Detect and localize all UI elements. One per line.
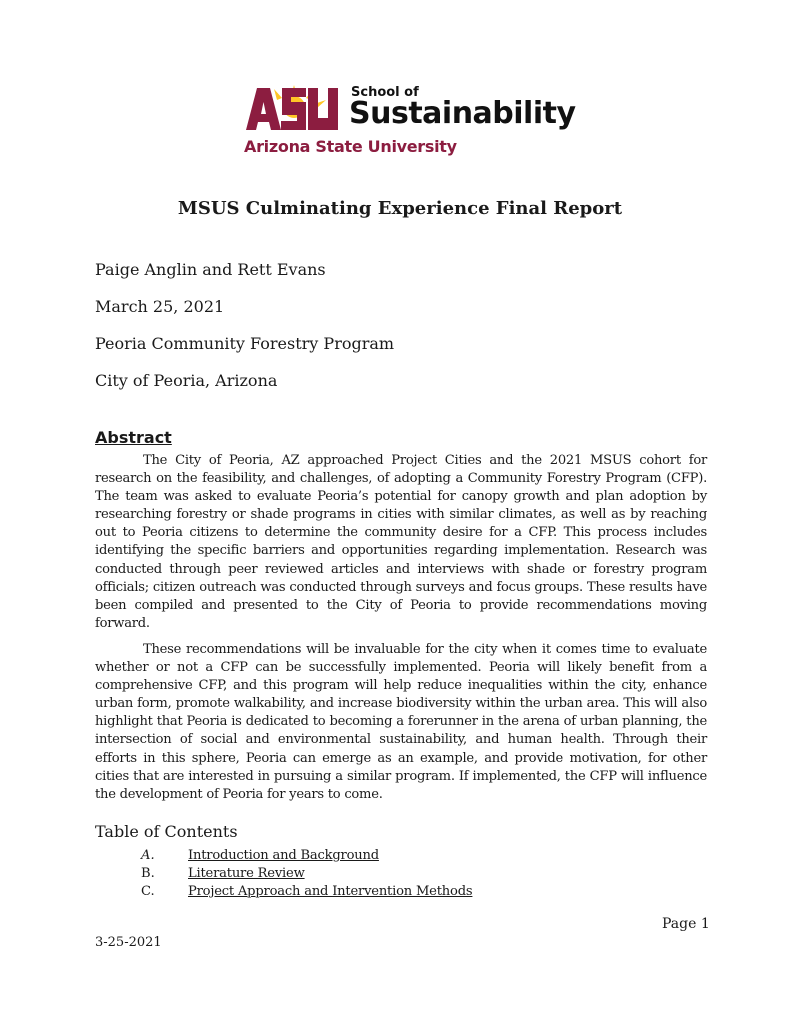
page-number: Page 1	[662, 916, 710, 932]
toc-link-introduction[interactable]: Introduction and Background	[188, 848, 379, 863]
logo-sustainability: Sustainability	[349, 96, 576, 131]
program-name: Peoria Community Forestry Program	[95, 334, 395, 353]
logo-school-of: School of	[351, 85, 419, 100]
report-title: MSUS Culminating Experience Final Report	[177, 198, 623, 219]
toc-link-literature-review[interactable]: Literature Review	[188, 866, 305, 881]
location: City of Peoria, Arizona	[95, 371, 278, 390]
toc-item-letter: A.	[141, 848, 155, 863]
abstract-heading: Abstract	[95, 428, 172, 447]
abstract-paragraph-1: The City of Peoria, AZ approached Project Cities and the 2021 MSUS cohort for research on the feasibility, and challenges, of adopting a Community Forestry Program (CFP). The team was asked to evaluate Peoria’s potential for canopy growth and plan adoption by researching forestry or shade programs in cities with similar climates, as well as by reaching out to Peoria citizens to determine the community desire for a CFP. This process includes identifying the specific barriers and opportunities regarding implementation. Research was conducted through peer reviewed articles and interviews with shade or forestry program officials; citizen outreach was conducted through surveys and focus groups. These results have been compiled and presented to the City of Peoria to provide recommendations moving forward.	[95, 453, 707, 631]
toc-item-letter: C.	[141, 884, 155, 899]
footer-date: 3-25-2021	[95, 935, 162, 950]
asu-sunburst-mark	[244, 82, 344, 132]
toc-heading: Table of Contents	[95, 822, 238, 841]
abstract-paragraph-2: These recommendations will be invaluable for the city when it comes time to evaluate whether or not a CFP can be successfully implemented. Peoria will likely benefit from a comprehensive CFP, and this program will help reduce inequalities within the city, enhance urban form, promote walkability, and increase biodiversity within the urban area. This will also highlight that Peoria is dedicated to becoming a forerunner in the arena of urban planning, the intersection of social and environmental sustainability, and human health. Through their efforts in this sphere, Peoria can emerge as an example, and provide motivation, for other cities that are interested in pursuing a similar program. If implemented, the CFP will influence the development of Peoria for years to come.	[95, 642, 707, 802]
toc-item-letter: B.	[141, 866, 155, 881]
toc-link-project-approach[interactable]: Project Approach and Intervention Methods	[188, 884, 473, 899]
asu-logo	[244, 82, 576, 160]
logo-university: Arizona State University	[244, 137, 457, 156]
report-date: March 25, 2021	[95, 297, 225, 316]
authors: Paige Anglin and Rett Evans	[95, 260, 326, 279]
